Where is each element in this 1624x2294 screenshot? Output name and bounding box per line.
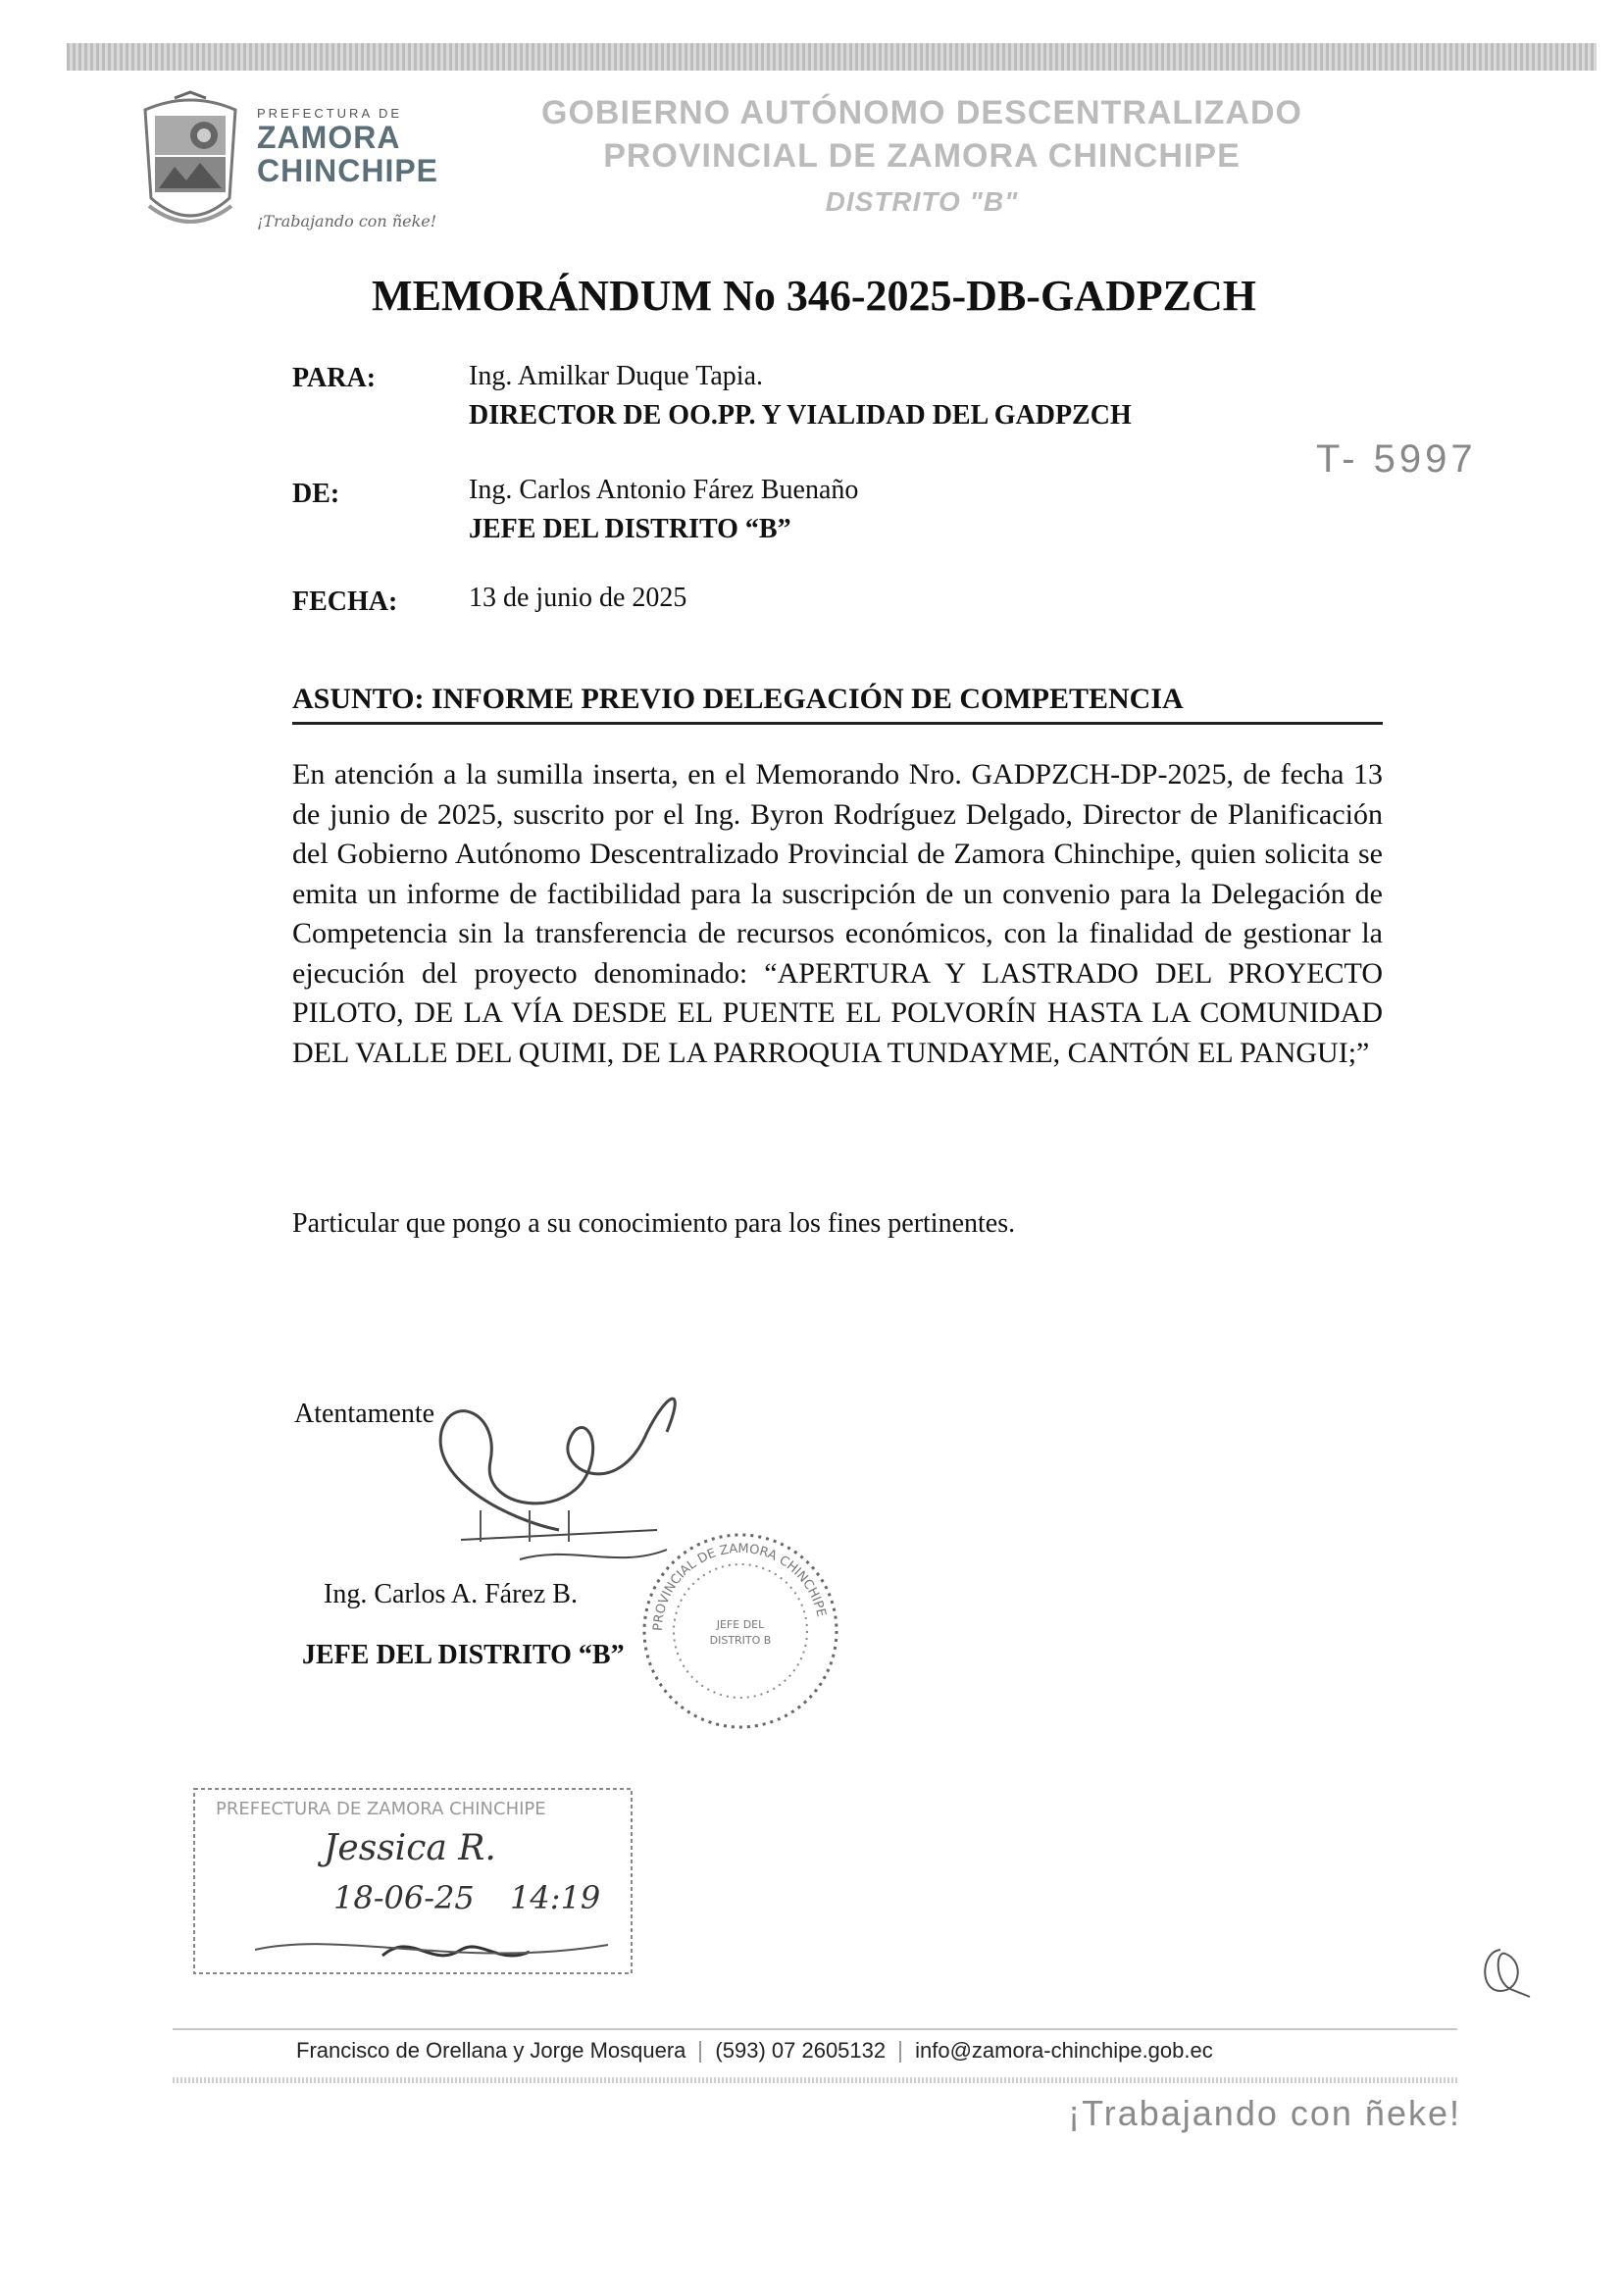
received-stamp xyxy=(186,1783,637,1979)
svg-text:PROVINCIAL DE ZAMORA CHINCHIPE: PROVINCIAL DE ZAMORA CHINCHIPE xyxy=(650,1541,829,1632)
memo-title: MEMORÁNDUM No 346-2025-DB-GADPZCH xyxy=(372,272,1256,320)
para-label: PARA: xyxy=(292,363,377,393)
prefecture-logo xyxy=(135,90,459,237)
subject-underline xyxy=(292,722,1383,725)
svg-text:DISTRITO B: DISTRITO B xyxy=(709,1634,772,1647)
footer-address: Francisco de Orellana y Jorge Mosquera xyxy=(296,2038,686,2063)
footer-separator xyxy=(699,2041,701,2063)
logo-word-chinchipe: CHINCHIPE xyxy=(257,153,439,188)
para-role: DIRECTOR DE OO.PP. Y VIALIDAD DEL GADPZCH xyxy=(469,400,1132,431)
handwritten-reference-note: T- 5997 xyxy=(1316,437,1477,481)
svg-text:14:19: 14:19 xyxy=(510,1879,601,1916)
handwritten-mark xyxy=(1471,1942,1540,2001)
logo-word-zamora: ZAMORA xyxy=(257,120,401,155)
para-name: Ing. Amilkar Duque Tapia. xyxy=(469,361,764,391)
header-line-1: GOBIERNO AUTÓNOMO DESCENTRALIZADO xyxy=(541,94,1302,131)
header-line-2: PROVINCIAL DE ZAMORA CHINCHIPE xyxy=(603,137,1241,175)
logo-prefix: PREFECTURA DE xyxy=(257,106,403,121)
official-seal-stamp xyxy=(637,1528,843,1734)
coat-of-arms-icon xyxy=(135,90,245,237)
de-role: JEFE DEL DISTRITO “B” xyxy=(469,514,791,544)
header-line-3: DISTRITO "B" xyxy=(825,186,1019,217)
fecha-value: 13 de junio de 2025 xyxy=(469,583,687,613)
svg-text:Jessica R.: Jessica R. xyxy=(324,1828,496,1868)
signer-name: Ing. Carlos A. Fárez B. xyxy=(324,1579,578,1609)
de-label: DE: xyxy=(292,479,340,509)
signer-role: JEFE DEL DISTRITO “B” xyxy=(302,1640,625,1670)
de-name: Ing. Carlos Antonio Fárez Buenaño xyxy=(469,475,859,505)
scan-top-band xyxy=(67,43,1597,71)
footer-email: info@zamora-chinchipe.gob.ec xyxy=(915,2038,1213,2063)
footer-top-rule xyxy=(173,2028,1457,2030)
footer-phone: (593) 07 2605132 xyxy=(715,2038,887,2063)
memo-body: En atención a la sumilla inserta, en el Memorando Nro. GADPZCH-DP-2025, de fecha 13 de junio de 2025, suscrito por el Ing. Byron Rodríguez Delgado, Director de Planificación del Gobierno Autónomo Descentralizado Provincial de Zamora Chinchipe, quien solicita se emita un informe de factibilidad para la suscripción de un convenio para la Delegación de Competencia sin la transferencia de recursos económicos, con la finalidad de gestionar la ejecución del proyecto denominado: “APERTURA Y LASTRADO DEL PROYECTO PILOTO, DE LA VÍA DESDE EL PUENTE EL POLVORÍN HASTA LA COMUNIDAD DEL VALLE DEL QUIMI, DE LA PARROQUIA TUNDAYME, CANTÓN EL PANGUI;” xyxy=(292,758,1383,1069)
atentamente-label: Atentamente xyxy=(294,1399,435,1429)
fecha-label: FECHA: xyxy=(292,586,398,617)
footer-slogan: ¡Trabajando con ñeke! xyxy=(1068,2093,1461,2133)
svg-text:18-06-25: 18-06-25 xyxy=(333,1879,475,1916)
logo-tagline: ¡Trabajando con ñeke! xyxy=(257,212,437,230)
footer-contact-line xyxy=(296,2038,1213,2064)
closing-sentence: Particular que pongo a su conocimiento para los fines pertinentes. xyxy=(292,1208,1016,1239)
subject-line: ASUNTO: INFORME PREVIO DELEGACIÓN DE COMPETENCIA xyxy=(292,683,1184,715)
svg-text:JEFE DEL: JEFE DEL xyxy=(716,1618,765,1631)
footer-separator xyxy=(899,2041,901,2063)
footer-bottom-rule xyxy=(173,2077,1457,2083)
svg-text:PREFECTURA DE ZAMORA CHINCHIPE: PREFECTURA DE ZAMORA CHINCHIPE xyxy=(216,1799,546,1819)
